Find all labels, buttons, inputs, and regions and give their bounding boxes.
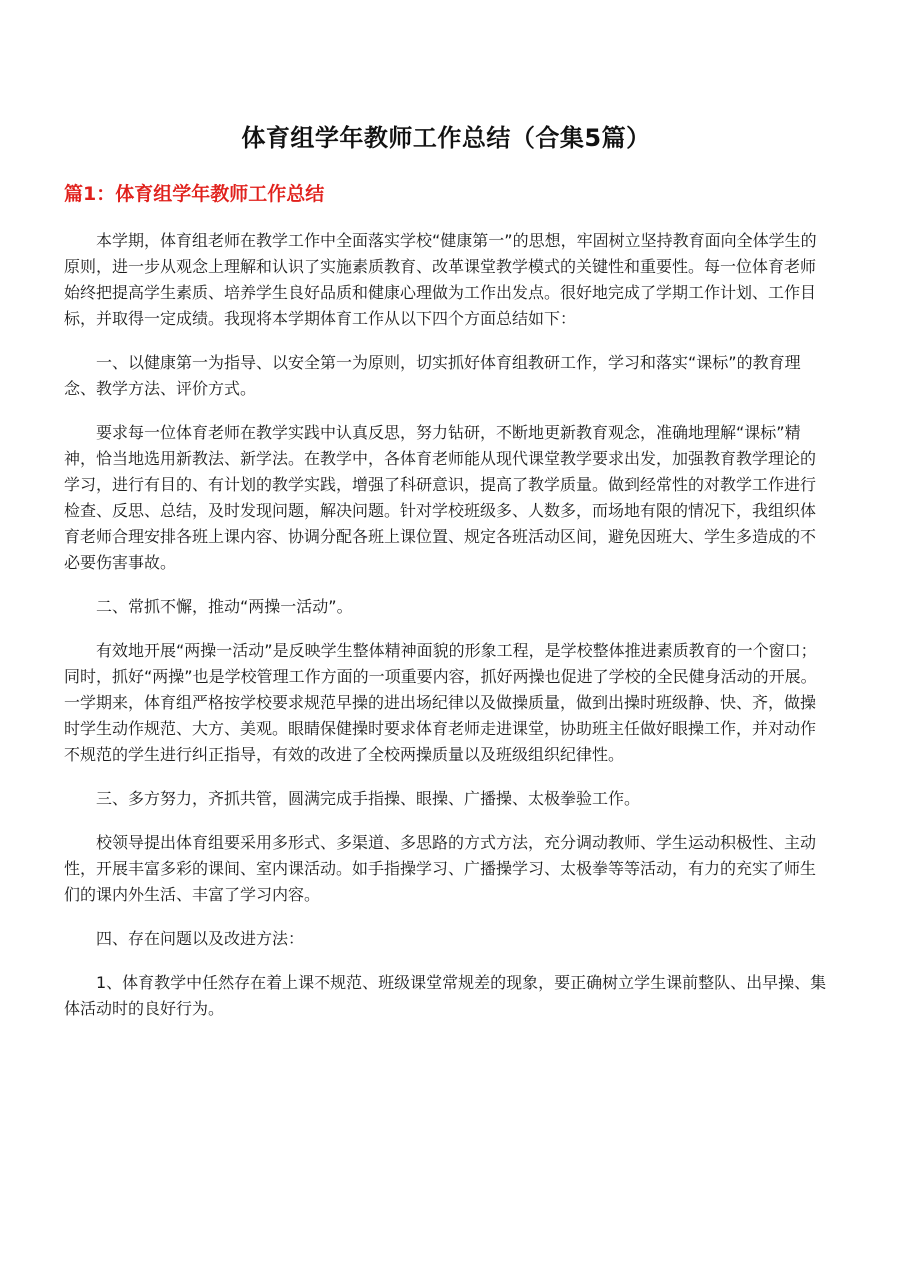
- paragraph-point-two: 二、常抓不懈，推动“两操一活动”。: [96, 597, 353, 616]
- paragraph-point-three-detail: 校领导提出体育组要采用多形式、多渠道、多思路的方式方法，充分调动教师、学生运动积极性、主动性，开展丰富多彩的课间、室内课活动。如手指操学习、广播操学习、太极拳等等活动，有力的充实了师生们的课内外生活、丰富了学习内容。: [64, 833, 817, 904]
- paragraph-intro: 本学期，体育组老师在教学工作中全面落实学校“健康第一”的思想，牢固树立坚持教育面向全体学生的原则，进一步从观念上理解和认识了实施素质教育、改革课堂教学模式的关键性和重要性。每一位体育老师始终把提高学生素质、培养学生良好品质和健康心理做为工作出发点。很好地完成了学期工作计划、工作目标，并取得一定成绩。我现将本学期体育工作从以下四个方面总结如下：: [64, 231, 817, 328]
- paragraph-point-three: 三、多方努力，齐抓共管，圆满完成手指操、眼操、广播操、太极拳验工作。: [96, 789, 641, 808]
- paragraph-point-one-detail: 要求每一位体育老师在教学实践中认真反思，努力钻研，不断地更新教育观念，准确地理解“课标”精神，恰当地选用新教法、新学法。在教学中，各体育老师能从现代课堂教学要求出发，加强教育教学理论的学习，进行有目的、有计划的教学实践，增强了科研意识，提高了教学质量。做到经常性的对教学工作进行检查、反思、总结，及时发现问题，解决问题。针对学校班级多、人数多，而场地有限的情况下，我组织体育老师合理安排各班上课内容、协调分配各班上课位置、规定各班活动区间，避免因班大、学生多造成的不必要伤害事故。: [64, 423, 817, 572]
- section-heading: 篇1：体育组学年教师工作总结: [64, 183, 325, 205]
- paragraph-point-four: 四、存在问题以及改进方法：: [96, 929, 305, 948]
- paragraph-point-two-detail: 有效地开展“两操一活动”是反映学生整体精神面貌的形象工程，是学校整体推进素质教育的一个窗口；同时，抓好“两操”也是学校管理工作方面的一项重要内容，抓好两操也促进了学校的全民健身活动的开展。一学期来，体育组严格按学校要求规范早操的进出场纪律以及做操质量，做到出操时班级静、快、齐，做操时学生动作规范、大方、美观。眼睛保健操时要求体育老师走进课堂，协助班主任做好眼操工作，并对动作不规范的学生进行纠正指导，有效的改进了全校两操质量以及班级组织纪律性。: [64, 641, 817, 764]
- document-title: 体育组学年教师工作总结（合集5篇）: [241, 124, 651, 152]
- paragraph-point-four-item-one: 1、体育教学中任然存在着上课不规范、班级课堂常规差的现象，要正确树立学生课前整队、出早操、集体活动时的良好行为。: [64, 973, 827, 1018]
- paragraph-point-one: 一、以健康第一为指导、以安全第一为原则，切实抓好体育组教研工作，学习和落实“课标”的教育理念、教学方法、评价方式。: [64, 353, 801, 398]
